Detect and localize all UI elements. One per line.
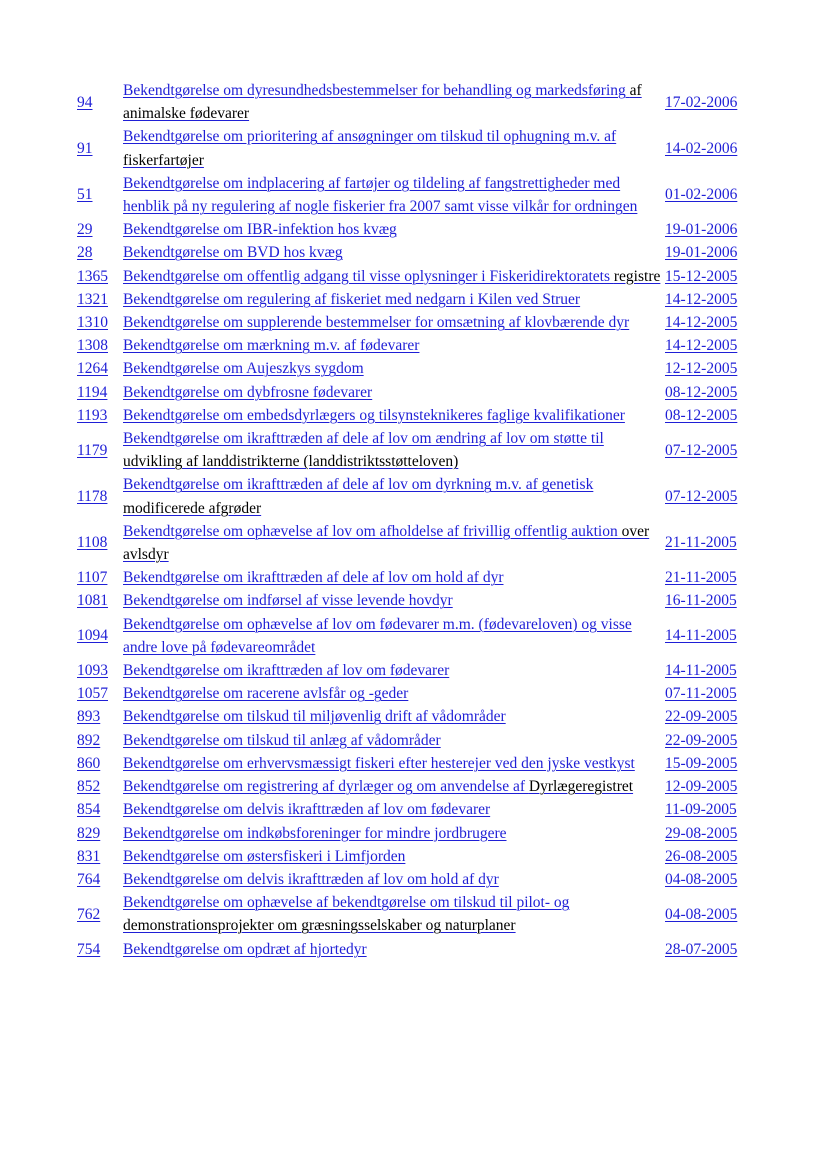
regulation-title-continuation: registre: [613, 267, 661, 285]
number-cell: [77, 775, 122, 798]
title-cell: [122, 798, 665, 821]
regulation-number-link[interactable]: 1108: [77, 534, 108, 552]
number-cell: [77, 868, 122, 891]
regulation-date-link[interactable]: 19-01-2006: [665, 221, 738, 239]
regulation-title-text: Bekendtgørelse om mærkning m.v. af fødevarer: [123, 337, 420, 355]
table-row: [77, 288, 748, 311]
number-cell: [77, 241, 122, 264]
table-row: [77, 659, 748, 682]
table-row: [77, 566, 748, 589]
table-row: [77, 822, 748, 845]
regulation-title-link[interactable]: [123, 708, 506, 725]
regulation-title-text: Bekendtgørelse om tilskud til anlæg af vådområder: [123, 731, 441, 749]
regulation-title-link[interactable]: [123, 871, 499, 888]
date-cell: [665, 311, 748, 334]
regulation-title-link[interactable]: [123, 337, 419, 354]
regulation-date-link[interactable]: 19-01-2006: [665, 244, 738, 262]
regulation-number-link[interactable]: 94: [77, 93, 93, 111]
regulation-date-link[interactable]: 12-09-2005: [665, 778, 738, 796]
regulation-title-continuation: fiskerfartøjer: [123, 151, 204, 169]
regulation-number-link[interactable]: 1093: [77, 662, 108, 680]
date-cell: [665, 404, 748, 427]
number-cell: [77, 334, 122, 357]
table-row: [77, 729, 748, 752]
table-row: [77, 381, 748, 404]
number-cell: [77, 288, 122, 311]
title-cell: [122, 682, 665, 705]
regulation-title-link[interactable]: [123, 128, 616, 168]
regulation-list-body: [77, 79, 748, 961]
regulation-title-text: Bekendtgørelse om indførsel af visse levende hovdyr: [123, 592, 453, 610]
regulation-title-text: Bekendtgørelse om dybfrosne fødevarer: [123, 383, 373, 401]
table-row: [77, 798, 748, 821]
table-row: [77, 938, 748, 961]
date-cell: [665, 218, 748, 241]
table-row: [77, 775, 748, 798]
table-row: [77, 752, 748, 775]
date-cell: [665, 752, 748, 775]
regulation-number-link[interactable]: 854: [77, 801, 101, 819]
number-cell: [77, 705, 122, 728]
title-cell: [122, 265, 665, 288]
regulation-number-link[interactable]: 893: [77, 708, 101, 726]
table-row: [77, 265, 748, 288]
number-cell: [77, 682, 122, 705]
regulation-date-link[interactable]: 14-11-2005: [665, 627, 737, 645]
table-row: [77, 125, 748, 171]
date-cell: [665, 589, 748, 612]
regulation-title-text: Bekendtgørelse om Aujeszkys sygdom: [123, 360, 364, 378]
regulation-title-link[interactable]: [123, 82, 642, 122]
table-row: [77, 868, 748, 891]
table-row: [77, 172, 748, 218]
table-row: [77, 334, 748, 357]
regulation-title-text: Bekendtgørelse om BVD hos kvæg: [123, 244, 343, 262]
number-cell: [77, 589, 122, 612]
regulation-title-link[interactable]: [123, 825, 507, 842]
table-row: [77, 589, 748, 612]
table-row: [77, 311, 748, 334]
regulation-number-link[interactable]: 91: [77, 140, 93, 157]
regulation-title-text: Bekendtgørelse om regulering af fiskeriet med nedgarn i Kilen ved Struer: [123, 290, 581, 308]
regulation-number-link[interactable]: 1179: [77, 441, 108, 459]
regulation-title-link[interactable]: [123, 894, 569, 934]
regulation-number-link[interactable]: 892: [77, 731, 101, 749]
regulation-date-link[interactable]: 14-11-2005: [665, 662, 737, 680]
regulation-number-link[interactable]: 762: [77, 905, 101, 923]
regulation-number-link[interactable]: 1365: [77, 267, 108, 285]
regulation-number-link[interactable]: 1081: [77, 592, 108, 610]
date-cell: [665, 520, 748, 566]
number-cell: [77, 311, 122, 334]
regulation-date-link[interactable]: 08-12-2005: [665, 383, 738, 401]
regulation-number-link[interactable]: 28: [77, 244, 93, 262]
regulation-title-text: Bekendtgørelse om ophævelse af lov om afholdelse af frivillig offentlig auktion: [123, 522, 622, 540]
regulation-number-link[interactable]: 1310: [77, 314, 108, 332]
regulation-title-link[interactable]: [123, 523, 649, 563]
table-row: [77, 891, 748, 937]
title-cell: [122, 241, 665, 264]
regulation-number-link[interactable]: 1057: [77, 685, 108, 703]
regulation-title-link[interactable]: [123, 384, 372, 401]
number-cell: [77, 265, 122, 288]
table-row: [77, 705, 748, 728]
regulation-number-link[interactable]: 754: [77, 940, 101, 958]
date-cell: [665, 682, 748, 705]
regulation-number-link[interactable]: 764: [77, 870, 101, 888]
date-cell: [665, 891, 748, 937]
regulation-title-link[interactable]: [123, 778, 633, 795]
regulation-title-text: Bekendtgørelse om delvis ikrafttræden af lov om hold af dyr: [123, 870, 499, 888]
regulation-number-link[interactable]: 1193: [77, 406, 108, 424]
number-cell: [77, 357, 122, 380]
regulation-number-link[interactable]: 831: [77, 847, 101, 865]
regulation-date-link[interactable]: 14-12-2005: [665, 337, 738, 355]
regulation-title-text: Bekendtgørelse om ophævelse af bekendtgørelse om tilskud til pilot- og: [123, 894, 570, 912]
regulation-date-link[interactable]: 14-02-2006: [665, 140, 738, 157]
regulation-number-link[interactable]: 1094: [77, 627, 108, 645]
date-cell: [665, 334, 748, 357]
table-row: [77, 427, 748, 473]
number-cell: [77, 381, 122, 404]
date-cell: [665, 659, 748, 682]
regulation-title-link[interactable]: [123, 848, 405, 865]
regulation-date-link[interactable]: 21-11-2005: [665, 569, 737, 587]
number-cell: [77, 798, 122, 821]
date-cell: [665, 288, 748, 311]
title-cell: [122, 566, 665, 589]
date-cell: [665, 822, 748, 845]
regulation-date-link[interactable]: 26-08-2005: [665, 847, 738, 865]
number-cell: [77, 520, 122, 566]
regulation-date-link[interactable]: 07-11-2005: [665, 685, 737, 703]
regulation-title-text: Bekendtgørelse om racerene avlsfår og -geder: [123, 685, 409, 703]
date-cell: [665, 705, 748, 728]
regulation-number-link[interactable]: 1264: [77, 360, 108, 378]
title-cell: [122, 938, 665, 961]
date-cell: [665, 79, 748, 125]
date-cell: [665, 241, 748, 264]
date-cell: [665, 613, 748, 659]
date-cell: [665, 427, 748, 473]
title-cell: [122, 125, 665, 171]
regulation-date-link[interactable]: 14-12-2005: [665, 314, 738, 332]
regulation-number-link[interactable]: 1194: [77, 383, 108, 401]
number-cell: [77, 172, 122, 218]
title-cell: [122, 218, 665, 241]
regulation-title-text: Bekendtgørelse om registrering af dyrlæger og om anvendelse af: [123, 778, 529, 796]
regulation-title-continuation: Dyrlægeregistret: [528, 778, 634, 796]
regulation-title-link[interactable]: [123, 662, 449, 679]
regulation-title-text: Bekendtgørelse om prioritering af ansøgninger om tilskud til ophugning m.v. af: [123, 128, 617, 146]
title-cell: [122, 589, 665, 612]
title-cell: [122, 613, 665, 659]
regulation-title-continuation: af animalske fødevarer: [123, 82, 642, 123]
title-cell: [122, 520, 665, 566]
table-row: [77, 682, 748, 705]
regulation-number-link[interactable]: 852: [77, 778, 101, 796]
regulation-title-text: Bekendtgørelse om ikrafttræden af lov om fødevarer: [123, 662, 450, 680]
regulation-title-continuation: over avlsdyr: [123, 522, 650, 564]
regulation-date-link[interactable]: 22-09-2005: [665, 731, 738, 749]
regulation-date-link[interactable]: 15-09-2005: [665, 754, 738, 772]
date-cell: [665, 265, 748, 288]
regulation-title-link[interactable]: [123, 685, 408, 702]
regulation-title-text: Bekendtgørelse om ikrafttræden af dele af lov om dyrkning m.v. af genetisk: [123, 476, 594, 494]
regulation-date-link[interactable]: 01-02-2006: [665, 186, 738, 204]
regulation-date-link[interactable]: 04-08-2005: [665, 870, 738, 888]
title-cell: [122, 705, 665, 728]
title-cell: [122, 822, 665, 845]
regulation-number-link[interactable]: 1321: [77, 290, 108, 308]
title-cell: [122, 311, 665, 334]
number-cell: [77, 125, 122, 171]
title-cell: [122, 381, 665, 404]
number-cell: [77, 218, 122, 241]
regulation-title-text: Bekendtgørelse om offentlig adgang til visse oplysninger i Fiskeridirektoratets: [123, 267, 614, 285]
table-row: [77, 404, 748, 427]
number-cell: [77, 891, 122, 937]
regulation-title-text: Bekendtgørelse om IBR-infektion hos kvæg: [123, 221, 397, 239]
regulation-date-link[interactable]: 21-11-2005: [665, 534, 737, 552]
regulation-title-text: Bekendtgørelse om dyresundhedsbestemmelser for behandling og markedsføring: [123, 82, 630, 99]
table-row: [77, 218, 748, 241]
title-cell: [122, 868, 665, 891]
title-cell: [122, 729, 665, 752]
regulation-title-link[interactable]: [123, 476, 593, 516]
regulation-title-text: Bekendtgørelse om ikrafttræden af dele af lov om hold af dyr: [123, 569, 504, 587]
regulation-number-link[interactable]: 1107: [77, 569, 108, 587]
title-cell: [122, 473, 665, 519]
regulation-title-link[interactable]: [123, 430, 604, 470]
table-row: [77, 473, 748, 519]
regulation-title-link[interactable]: [123, 360, 364, 377]
table-row: [77, 845, 748, 868]
regulation-number-link[interactable]: 51: [77, 186, 93, 204]
regulation-title-link[interactable]: [123, 616, 632, 656]
date-cell: [665, 775, 748, 798]
regulation-title-link[interactable]: [123, 314, 629, 331]
regulation-title-text: Bekendtgørelse om tilskud til miljøvenlig drift af vådområder: [123, 708, 506, 726]
table-row: [77, 79, 748, 125]
regulation-date-link[interactable]: 08-12-2005: [665, 406, 738, 424]
regulation-title-link[interactable]: [123, 801, 490, 818]
regulation-title-link[interactable]: [123, 941, 367, 958]
regulation-title-link[interactable]: [123, 268, 660, 285]
regulation-title-link[interactable]: [123, 592, 453, 609]
date-cell: [665, 381, 748, 404]
regulation-title-link[interactable]: [123, 755, 635, 772]
title-cell: [122, 659, 665, 682]
number-cell: [77, 729, 122, 752]
number-cell: [77, 566, 122, 589]
regulation-date-link[interactable]: 11-09-2005: [665, 801, 737, 819]
regulation-title-text: Bekendtgørelse om opdræt af hjortedyr: [123, 940, 367, 958]
title-cell: [122, 79, 665, 125]
regulation-title-text: Bekendtgørelse om ophævelse af lov om fødevarer m.m. (fødevareloven) og visse andre love på fødevareområdet: [123, 615, 632, 656]
number-cell: [77, 79, 122, 125]
number-cell: [77, 822, 122, 845]
regulation-number-link[interactable]: 29: [77, 221, 93, 239]
regulation-title-text: Bekendtgørelse om supplerende bestemmelser for omsætning af klovbærende dyr: [123, 314, 630, 332]
title-cell: [122, 404, 665, 427]
regulation-list-table: [77, 79, 748, 961]
regulation-title-continuation: udvikling af landdistrikterne (landdistriktsstøtteloven): [123, 453, 459, 471]
number-cell: [77, 845, 122, 868]
regulation-title-text: Bekendtgørelse om delvis ikrafttræden af lov om fødevarer: [123, 801, 491, 819]
number-cell: [77, 938, 122, 961]
title-cell: [122, 891, 665, 937]
table-row: [77, 357, 748, 380]
regulation-title-text: Bekendtgørelse om indkøbsforeninger for mindre jordbrugere: [123, 824, 507, 842]
title-cell: [122, 357, 665, 380]
title-cell: [122, 172, 665, 218]
number-cell: [77, 473, 122, 519]
table-row: [77, 241, 748, 264]
title-cell: [122, 427, 665, 473]
regulation-number-link[interactable]: 1308: [77, 337, 108, 355]
number-cell: [77, 613, 122, 659]
regulation-date-link[interactable]: 17-02-2006: [665, 93, 738, 111]
regulation-number-link[interactable]: 829: [77, 824, 101, 842]
regulation-title-link[interactable]: [123, 221, 397, 238]
regulation-title-link[interactable]: [123, 175, 637, 215]
date-cell: [665, 125, 748, 171]
table-row: [77, 520, 748, 566]
date-cell: [665, 938, 748, 961]
title-cell: [122, 775, 665, 798]
title-cell: [122, 752, 665, 775]
date-cell: [665, 172, 748, 218]
number-cell: [77, 659, 122, 682]
regulation-title-link[interactable]: [123, 244, 343, 261]
regulation-title-link[interactable]: [123, 569, 504, 586]
regulation-date-link[interactable]: 12-12-2005: [665, 360, 738, 378]
regulation-date-link[interactable]: 14-12-2005: [665, 290, 738, 308]
regulation-title-continuation: modificerede afgrøder: [123, 499, 262, 517]
date-cell: [665, 357, 748, 380]
regulation-title-text: Bekendtgørelse om østersfiskeri i Limfjorden: [123, 847, 406, 865]
regulation-date-link[interactable]: 16-11-2005: [665, 592, 737, 610]
date-cell: [665, 473, 748, 519]
regulation-date-link[interactable]: 07-12-2005: [665, 441, 738, 459]
title-cell: [122, 288, 665, 311]
regulation-title-text: Bekendtgørelse om ikrafttræden af dele af lov om ændring af lov om støtte til: [123, 430, 604, 448]
regulation-title-continuation: demonstrationsprojekter om græsningsselskaber og naturplaner: [123, 917, 516, 935]
table-row: [77, 613, 748, 659]
regulation-title-text: Bekendtgørelse om embedsdyrlægers og tilsynsteknikeres faglige kvalifikationer: [123, 406, 625, 424]
regulation-number-link[interactable]: 1178: [77, 488, 108, 506]
date-cell: [665, 845, 748, 868]
regulation-title-link[interactable]: [123, 732, 441, 749]
regulation-number-link[interactable]: 860: [77, 754, 101, 772]
regulation-date-link[interactable]: 22-09-2005: [665, 708, 738, 726]
date-cell: [665, 868, 748, 891]
number-cell: [77, 427, 122, 473]
title-cell: [122, 334, 665, 357]
regulation-date-link[interactable]: 04-08-2005: [665, 905, 738, 923]
regulation-date-link[interactable]: 28-07-2005: [665, 940, 738, 958]
regulation-date-link[interactable]: 15-12-2005: [665, 267, 738, 285]
regulation-title-text: Bekendtgørelse om indplacering af fartøjer og tildeling af fangstrettigheder med henblik på ny regulering af nogle fiskerier fra 2007 samt visse vilkår for ordningen: [123, 174, 638, 216]
date-cell: [665, 729, 748, 752]
number-cell: [77, 404, 122, 427]
regulation-title-link[interactable]: [123, 291, 580, 308]
title-cell: [122, 845, 665, 868]
regulation-title-text: Bekendtgørelse om erhvervsmæssigt fiskeri efter hesterejer ved den jyske vestkyst: [123, 754, 635, 772]
regulation-title-link[interactable]: [123, 407, 625, 424]
date-cell: [665, 566, 748, 589]
date-cell: [665, 798, 748, 821]
regulation-date-link[interactable]: 07-12-2005: [665, 488, 738, 506]
regulation-date-link[interactable]: 29-08-2005: [665, 824, 738, 842]
number-cell: [77, 752, 122, 775]
